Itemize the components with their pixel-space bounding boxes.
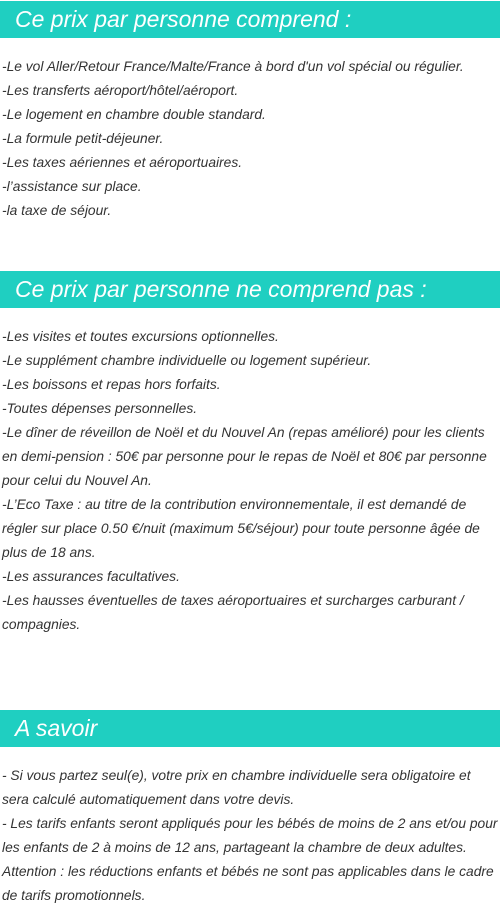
section-header-a-savoir: A savoir <box>0 710 500 747</box>
list-item: -Le supplément chambre individuelle ou logement supérieur. <box>2 353 372 368</box>
list-item: -Les transferts aéroport/hôtel/aéroport. <box>2 83 239 98</box>
list-item: -Toutes dépenses personnelles. <box>2 401 198 416</box>
list-item: -Le vol Aller/Retour France/Malte/France à bord d'un vol spécial ou régulier. <box>2 59 464 74</box>
list-item: -L’Eco Taxe : au titre de la contribution environnementale, il est demandé de régler sur place 0.50 €/nuit (maximum 5€/séjour) pour toute personne âgée de plus de 18 ans. <box>2 497 480 560</box>
list-item: -Les taxes aériennes et aéroportuaires. <box>2 155 243 170</box>
list-item: -La formule petit-déjeuner. <box>2 131 164 146</box>
list-item: -Les visites et toutes excursions optionnelles. <box>2 329 279 344</box>
list-item: -l’assistance sur place. <box>2 179 142 194</box>
list-item: -Les hausses éventuelles de taxes aéroportuaires et surcharges carburant / compagnies. <box>2 593 464 632</box>
list-item: - Si vous partez seul(e), votre prix en chambre individuelle sera obligatoire et sera calculé automatiquement dans votre devis. <box>2 768 471 807</box>
list-item: -Les assurances facultatives. <box>2 569 180 584</box>
a-savoir-list <box>2 764 499 908</box>
list-item: - Les tarifs enfants seront appliqués pour les bébés de moins de 2 ans et/ou pour les enfants de 2 à moins de 12 ans, partageant la chambre de deux adultes. <box>2 816 498 855</box>
list-item: Attention : les réductions enfants et bébés ne sont pas applicables dans le cadre de tarifs promotionnels. <box>2 864 494 903</box>
list-item: -Le dîner de réveillon de Noël et du Nouvel An (repas amélioré) pour les clients en demi-pension : 50€ par personne pour le repas de Noël et 80€ par personne pour celui du Nouvel An. <box>2 425 487 488</box>
list-item: -Le logement en chambre double standard. <box>2 107 266 122</box>
section-header-included: Ce prix par personne comprend : <box>0 1 500 38</box>
included-list <box>2 55 499 223</box>
not-included-list <box>2 325 499 637</box>
list-item: -la taxe de séjour. <box>2 203 112 218</box>
list-item: -Les boissons et repas hors forfaits. <box>2 377 221 392</box>
section-header-not-included: Ce prix par personne ne comprend pas : <box>0 271 500 308</box>
